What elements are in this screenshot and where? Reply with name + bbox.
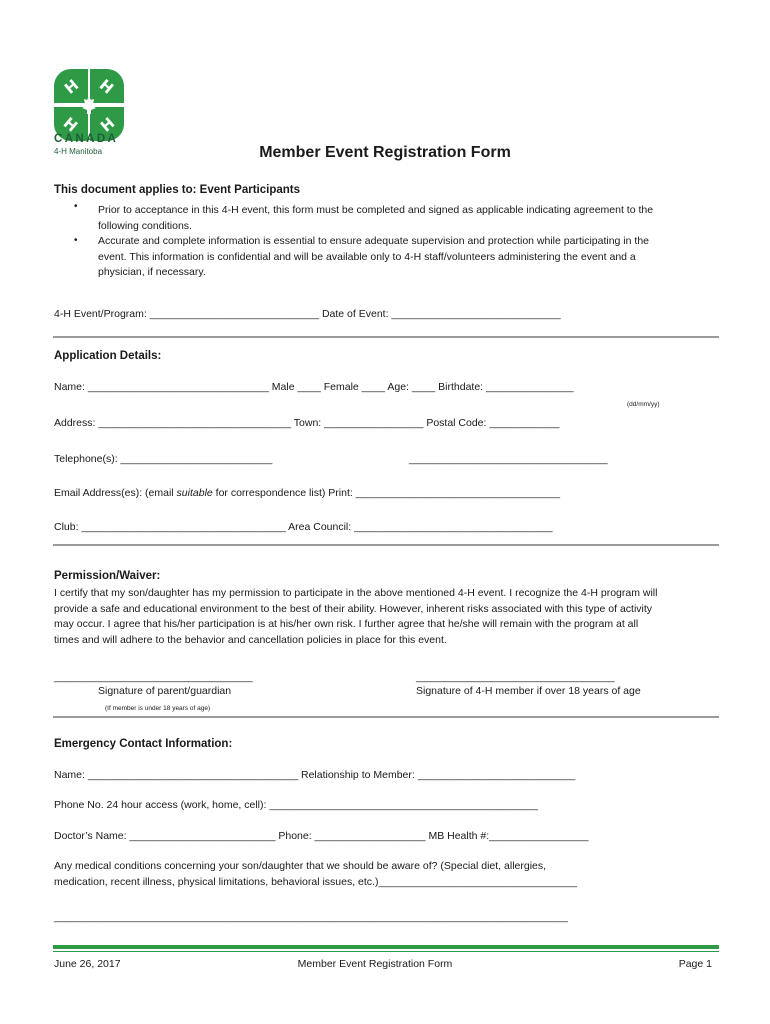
doctor-field[interactable]: Doctor’s Name: _________________________ Phone: ___________________ MB Health #:_________________ [54, 830, 589, 842]
footer-bar [53, 945, 719, 949]
svg-text:H: H [95, 75, 117, 98]
section-divider [53, 716, 719, 718]
address-field[interactable]: Address: _________________________________ Town: _________________ Postal Code: ____________ [54, 417, 560, 429]
member-signature-line[interactable]: __________________________________ [416, 671, 615, 683]
telephone-field[interactable]: Telephone(s): __________________________ [54, 453, 273, 465]
footer-title: Member Event Registration Form [297, 958, 453, 970]
emergency-heading: Emergency Contact Information: [54, 738, 233, 750]
bullet-icon: • [74, 235, 78, 246]
medical-conditions-field[interactable]: medication, recent illness, physical limitations, behavioral issues, etc.)__________________________________ [54, 876, 578, 888]
phone-24h-field[interactable]: Phone No. 24 hour access (work, home, cell): ______________________________________________ [54, 799, 538, 811]
permission-text: I certify that my son/daughter has my permission to participate in the above mentioned 4-H event. I recognize the 4-H program will provide a safe and educational environment to the best of their ability. However, inherent risks associated with this type of activity may occur. I agree that his/her participation is at his/her own risk. I further agree that he/she will remain with the program at all times and will adhere to the behavior and cancellation policies in place for this event. [54, 587, 658, 646]
section-divider [53, 336, 719, 338]
footer-page-number: Page 1 [678, 958, 712, 970]
medical-blank-line[interactable]: ________________________________________________________________________________________ [54, 911, 568, 923]
email-label-prefix: Email Address(es): (email [54, 487, 177, 499]
emergency-name-field[interactable]: Name: ____________________________________ Relationship to Member: ___________________________ [54, 769, 576, 781]
footer-bar-thin [53, 951, 719, 952]
applies-to-heading: This document applies to: Event Participants [54, 184, 301, 196]
date-format-hint: (dd/mm/yy) [627, 401, 660, 408]
svg-text:H: H [59, 113, 81, 136]
bullet-text-1: Prior to acceptance in this 4-H event, this form must be completed and signed as applicable indicating agreement to the following conditions. [98, 204, 654, 232]
member-signature-label: Signature of 4-H member if over 18 years of age [416, 685, 641, 697]
svg-text:H: H [61, 75, 83, 98]
bullet-text-2: Accurate and complete information is essential to ensure adequate supervision and protection while participating in the event. This information is confidential and will be available only to 4-H staff/volunteers administering the event and a physician, if necessary. [98, 235, 649, 278]
footer-date: June 26, 2017 [54, 958, 121, 970]
permission-heading: Permission/Waiver: [54, 570, 161, 582]
svg-text:H: H [97, 113, 119, 136]
application-heading: Application Details: [54, 350, 162, 362]
telephone-field-2[interactable]: __________________________________ [409, 453, 608, 465]
parent-signature-label: Signature of parent/guardian [98, 685, 232, 697]
email-field[interactable] [54, 486, 560, 502]
section-divider [53, 544, 719, 546]
club-field[interactable]: Club: ___________________________________ Area Council: __________________________________ [54, 521, 553, 533]
name-field[interactable]: Name: _______________________________ Male ____ Female ____ Age: ____ Birthdate: _______________ [54, 381, 574, 393]
parent-signature-note: (If member is under 18 years of age) [105, 705, 211, 712]
logo-wordmark: CANADA [54, 133, 119, 145]
medical-conditions-label: Any medical conditions concerning your son/daughter that we should be aware of? (Special diet, allergies, [54, 860, 547, 872]
page-title: Member Event Registration Form [259, 144, 511, 161]
email-label-suffix: for correspondence list) Print: ___________________________________ [212, 487, 561, 499]
email-label-italic: suitable [176, 487, 213, 499]
bullet-icon: • [74, 201, 78, 212]
logo-subtitle: 4-H Manitoba [54, 147, 103, 156]
event-program-field[interactable]: 4-H Event/Program: _____________________________ Date of Event: _____________________________ [54, 308, 561, 320]
parent-signature-line[interactable]: __________________________________ [54, 671, 253, 683]
